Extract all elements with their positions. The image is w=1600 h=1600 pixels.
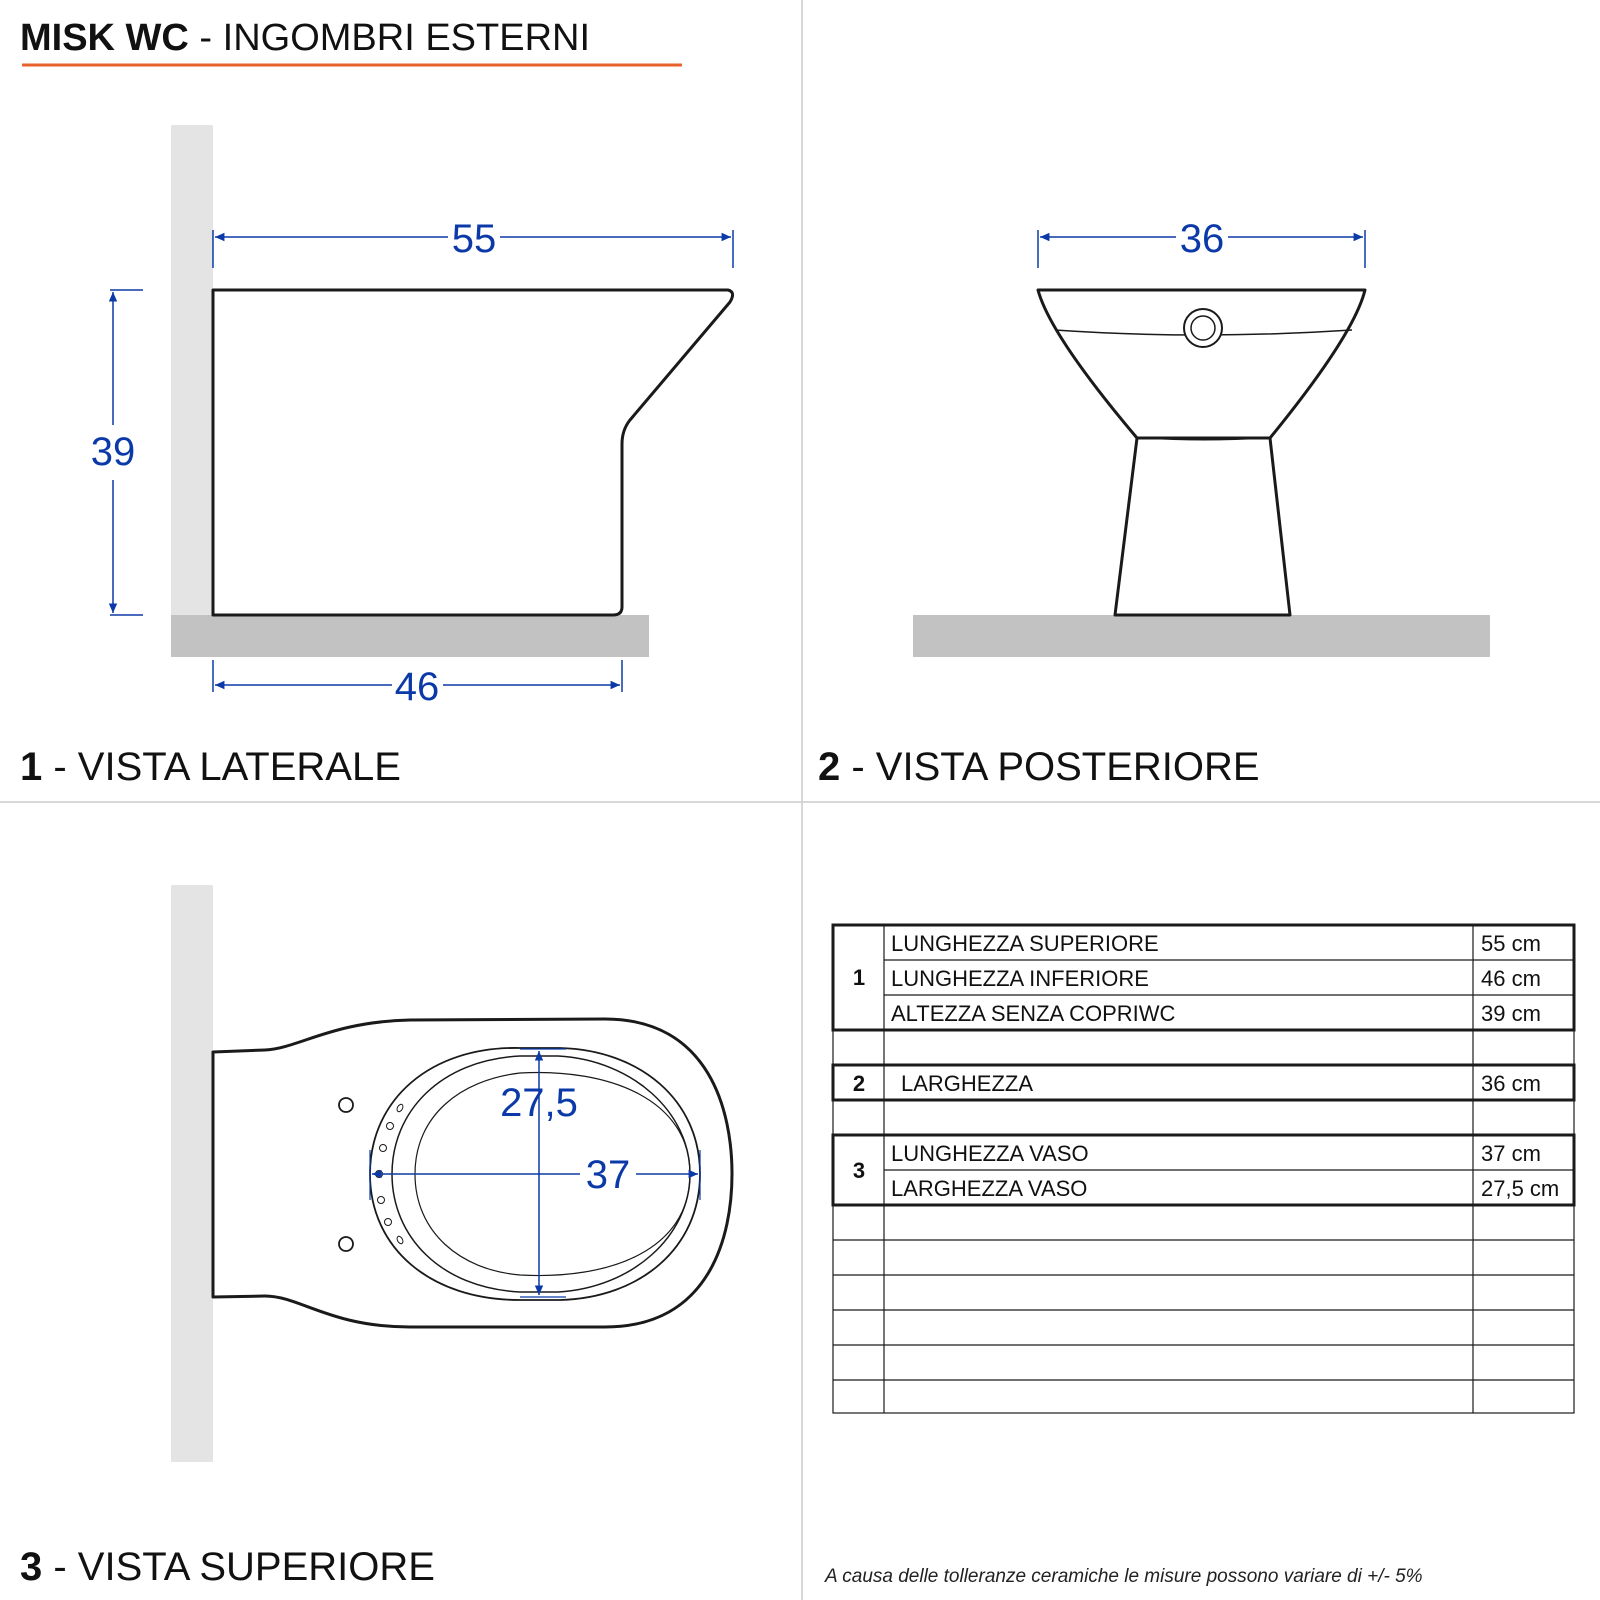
dim-label-46: 46	[394, 665, 440, 709]
table-group-id: 3	[852, 1158, 866, 1183]
table-cell-label: LUNGHEZZA SUPERIORE	[891, 931, 1159, 956]
table-group-id: 2	[852, 1071, 866, 1096]
view-2-name: - VISTA POSTERIORE	[840, 745, 1260, 789]
table-cell-label: LARGHEZZA VASO	[891, 1176, 1088, 1201]
table-cell-label: LUNGHEZZA VASO	[891, 1141, 1089, 1166]
dim-label-37: 37	[585, 1153, 631, 1197]
view-3-name: - VISTA SUPERIORE	[42, 1545, 435, 1589]
table-group-id: 1	[852, 965, 866, 990]
view-1-number: 1	[20, 745, 43, 789]
table-cell-label: LUNGHEZZA INFERIORE	[891, 966, 1149, 991]
title-rest: - INGOMBRI ESTERNI	[188, 17, 591, 59]
top-view	[171, 885, 732, 1462]
dim-label-36: 36	[1179, 217, 1225, 261]
view-2-label	[818, 745, 1260, 789]
dim-label-27-5: 27,5	[500, 1081, 578, 1125]
table-cell-value: 27,5 cm	[1481, 1176, 1560, 1201]
table-cell-label: ALTEZZA SENZA COPRIWC	[891, 1001, 1176, 1026]
dim-bottom-length	[213, 660, 622, 709]
table-cell-value: 37 cm	[1481, 1141, 1541, 1166]
side-view	[91, 125, 733, 709]
view-3-label	[20, 1545, 435, 1589]
floor	[913, 615, 1490, 657]
tolerance-note: A causa delle tolleranze ceramiche le misure possono variare di +/- 5%	[825, 1566, 1423, 1587]
dim-top-length	[213, 217, 733, 268]
wall	[171, 125, 213, 615]
fixing-hole-top	[339, 1098, 353, 1112]
view-3-number: 3	[20, 1545, 43, 1589]
view-2-number: 2	[818, 745, 841, 789]
view-1-name: - VISTA LATERALE	[42, 745, 401, 789]
table-cell-value: 46 cm	[1481, 966, 1541, 991]
dim-label-55: 55	[451, 217, 497, 261]
dimensions-table	[833, 925, 1574, 1413]
view-1-label	[20, 745, 401, 789]
table-cell-label: LARGHEZZA	[901, 1071, 1034, 1096]
table-cell-value: 55 cm	[1481, 931, 1541, 956]
toilet-side-outline	[213, 290, 733, 615]
table-cell-value: 39 cm	[1481, 1001, 1541, 1026]
dim-label-39: 39	[90, 430, 136, 474]
toilet-rear-pedestal	[1115, 438, 1290, 615]
wall	[171, 885, 213, 1462]
title-bold: MISK WC	[20, 17, 189, 59]
rear-view	[913, 217, 1490, 657]
fixing-hole-bottom	[339, 1237, 353, 1251]
floor	[171, 615, 649, 657]
dim-height	[91, 290, 143, 615]
page-title	[20, 17, 590, 59]
dim-width	[1038, 217, 1365, 268]
drain-hole-inner	[1191, 316, 1215, 340]
table-cell-value: 36 cm	[1481, 1071, 1541, 1096]
